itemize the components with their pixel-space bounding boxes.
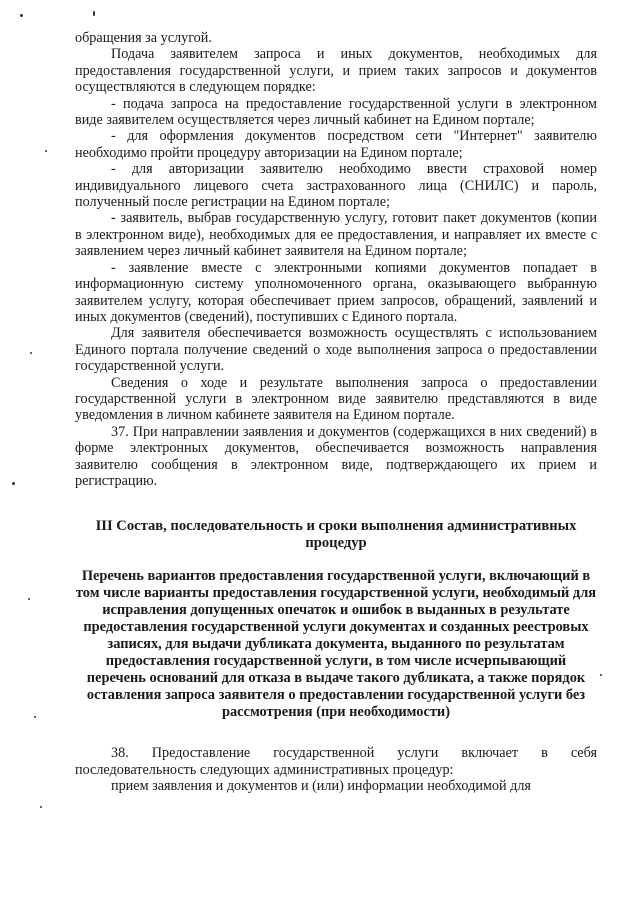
paragraph-status-notification: Сведения о ходе и результате выполнения запроса о предоставлении государственной услуги в электронном виде заявителю представляются в виде уведомления в личном кабинете заявителя на Едином портале. bbox=[75, 374, 597, 424]
paragraph-continuation: обращения за услугой. bbox=[75, 30, 212, 46]
paragraph-37: 37. При направлении заявления и документов (содержащихся в них сведений) в форме электронных документов, обеспечивается возможность направления заявителю сообщения в электронном виде, подтверждающего их прием и регистрацию. bbox=[75, 423, 597, 489]
section-title: III Состав, последовательность и сроки выполнения административных процедур bbox=[95, 518, 577, 551]
scan-speck bbox=[40, 806, 42, 808]
scan-speck bbox=[600, 674, 602, 676]
list-item-authorization-required: - для оформления документов посредством сети "Интернет" заявителю необходимо пройти процедуру авторизации на Едином портале; bbox=[75, 128, 597, 161]
paragraph-38-item: прием заявления и документов и (или) информации необходимой для bbox=[111, 778, 531, 794]
list-item-electronic-request: - подача запроса на предоставление государственной услуги в электронном виде заявителем осуществляется через личный кабинет на Едином портале; bbox=[75, 95, 597, 129]
scan-speck bbox=[30, 352, 32, 354]
list-item-document-package: - заявитель, выбрав государственную услугу, готовит пакет документов (копии в электронном виде), необходимых для ее предоставления, и направляет их вместе с заявлением через личный кабинет заявителя на Едином портале; bbox=[75, 210, 597, 260]
scan-speck bbox=[45, 150, 47, 152]
scan-speck bbox=[12, 482, 15, 485]
scan-speck bbox=[93, 11, 95, 16]
scan-speck bbox=[28, 598, 30, 600]
document-page bbox=[75, 30, 597, 794]
scan-speck bbox=[20, 14, 23, 17]
scan-speck bbox=[34, 716, 36, 718]
paragraph-status-tracking: Для заявителя обеспечивается возможность осуществлять с использованием Единого портала получение сведений о ходе выполнения запроса о предоставлении государственной услуги. bbox=[75, 325, 597, 375]
list-item-snils-password: - для авторизации заявителю необходимо ввести страховой номер индивидуального лицевого счета застрахованного лица (СНИЛС) и пароль, полученный после регистрации на Едином портале; bbox=[75, 161, 597, 211]
list-item-information-system: - заявление вместе с электронными копиями документов попадает в информационную систему уполномоченного органа, оказывающего выбранную заявителем услугу, которая обеспечивает прием запросов, обращений, заявлений и иных документов (сведений), поступивших с Единого портала. bbox=[75, 259, 597, 325]
subsection-title: Перечень вариантов предоставления государственной услуги, включающий в том числе варианты предоставления государственной услуги, необходимый для исправления допущенных опечаток и ошибок в выданных в результате предоставления государственной услуги документах и созданных реестровых записях, для выдачи дубликата документа, выданного по результатам предоставления государственной услуги, в том числе исчерпывающий перечень оснований для отказа в выдаче такого дубликата, а также порядок оставления запроса заявителя о предоставлении государственной услуги без рассмотрения (при необходимости) bbox=[75, 568, 597, 721]
paragraph-submission-order: Подача заявителем запроса и иных документов, необходимых для предоставления государственной услуги, и прием таких запросов и документов осуществляются в следующем порядке: bbox=[75, 46, 597, 96]
paragraph-38: 38. Предоставление государственной услуги включает в себя последовательность следующих административных процедур: bbox=[75, 745, 597, 778]
